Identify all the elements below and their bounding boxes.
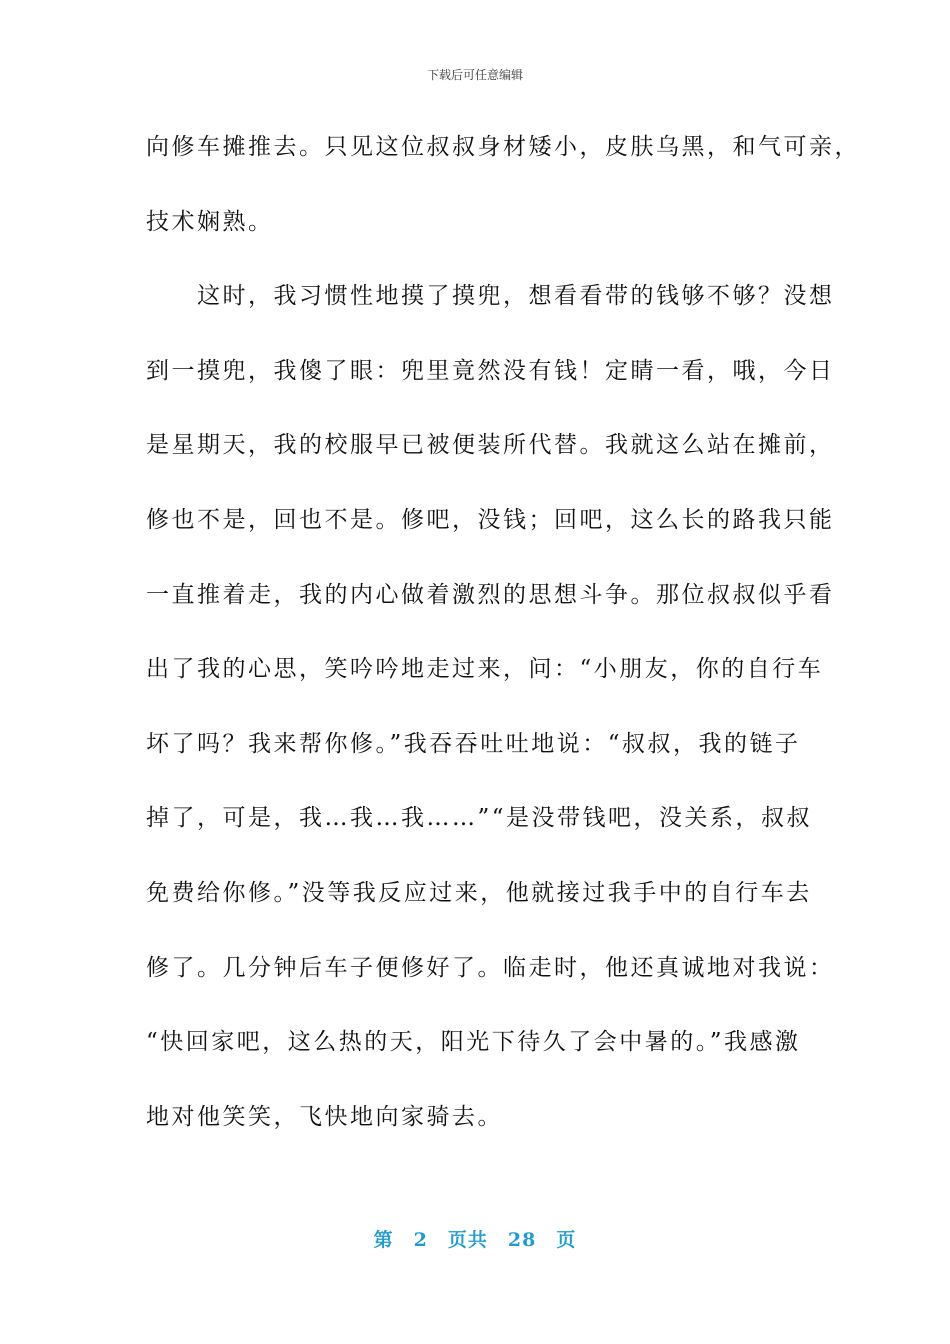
text-line: 地对他笑笑，飞快地向家骑去。 — [146, 1103, 503, 1130]
text-line: “快回家吧，这么热的天，阳光下待久了会中暑的。”我感激 — [146, 1029, 801, 1056]
text-line: 坏了吗？我来帮你修。”我吞吞吐吐地说：“叔叔，我的链子 — [146, 730, 801, 757]
document-body — [146, 126, 860, 1170]
page-number-label: 第 2 页共 28 页 — [373, 1229, 577, 1251]
text-line: 技术娴熟。 — [146, 208, 274, 235]
text-line: 向修车摊推去。只见这位叔叔身材矮小，皮肤乌黑，和气可亲， — [146, 134, 860, 160]
text-line: 是星期天，我的校服早已被便装所代替。我就这么站在摊前， — [146, 432, 835, 459]
text-line: 掉了，可是，我…我…我……”“是没带钱吧，没关系，叔叔 — [146, 805, 813, 832]
text-line: 这时，我习惯性地摸了摸兜，想看看带的钱够不够？没想 — [146, 283, 835, 310]
text-line: 到一摸兜，我傻了眼：兜里竟然没有钱！定睛一看，哦，今日 — [146, 357, 835, 384]
page-number — [0, 1225, 950, 1252]
download-note: 下载后可任意编辑 — [426, 68, 523, 82]
text-line: 一直推着走，我的内心做着激烈的思想斗争。那位叔叔似乎看 — [146, 581, 835, 608]
text-line: 免费给你修。”没等我反应过来，他就接过我手中的自行车去 — [146, 879, 812, 906]
text-line: 出了我的心思，笑吟吟地走过来，问：“小朋友，你的自行车 — [146, 656, 824, 683]
text-line: 修了。几分钟后车子便修好了。临走时，他还真诚地对我说： — [146, 954, 835, 981]
text-line: 修也不是，回也不是。修吧，没钱；回吧，这么长的路我只能 — [146, 506, 835, 533]
